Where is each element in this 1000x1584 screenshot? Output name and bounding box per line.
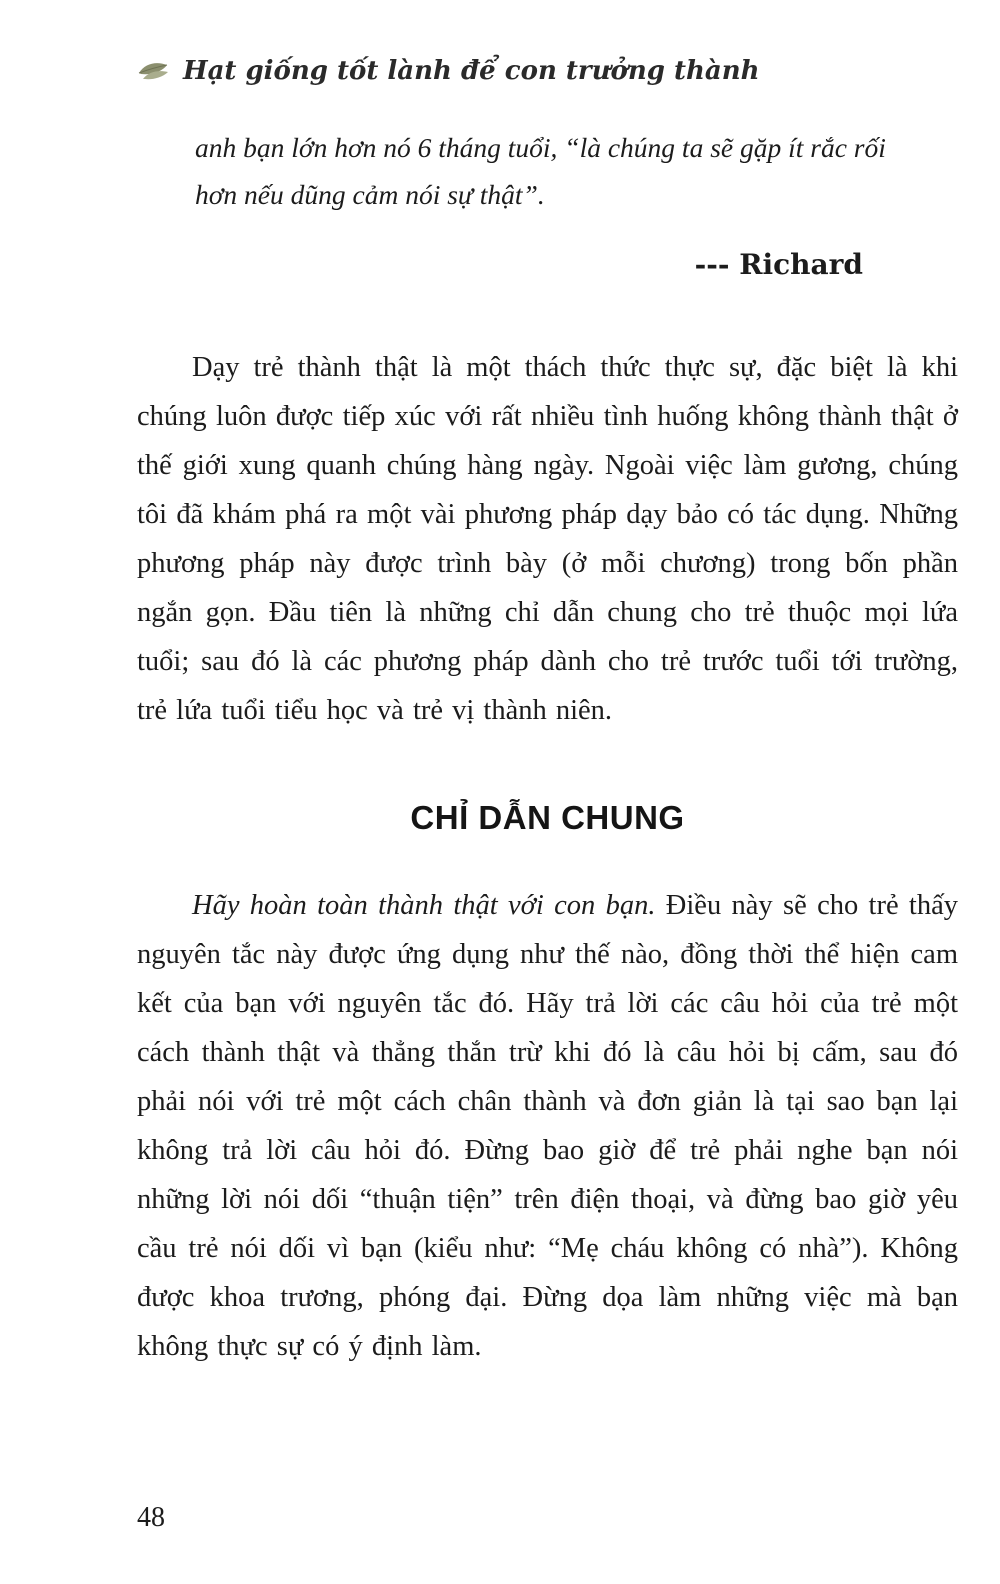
paragraph-intro: Dạy trẻ thành thật là một thách thức thực sự, đặc biệt là khi chúng luôn được tiếp xúc với rất nhiều tình huống không thành thật ở thế giới xung quanh chúng hàng ngày. Ngoài việc làm gương, chúng tôi đã khám phá ra một vài phương pháp dạy bảo có tác dụng. Những phương pháp này được trình bày (ở mỗi chương) trong bốn phần ngắn gọn. Đầu tiên là những chỉ dẫn chung cho trẻ thuộc mọi lứa tuổi; sau đó là các phương pháp dành cho trẻ trước tuổi tới trường, trẻ lứa tuổi tiểu học và trẻ vị thành niên.: [137, 352, 958, 726]
quote-block: [195, 124, 906, 218]
page-number: 48: [137, 1502, 165, 1533]
paragraph-lead-italic: Hãy hoàn toàn thành thật với con bạn.: [192, 890, 656, 921]
leaf-icon: [137, 59, 171, 83]
running-header: [137, 56, 958, 86]
quote-attribution: --- Richard: [694, 248, 863, 281]
section-heading: CHỈ DẪN CHUNG: [410, 799, 685, 836]
running-header-title: Hạt giống tốt lành để con trưởng thành: [183, 56, 760, 86]
paragraph-guidelines: [137, 881, 958, 1371]
quote-text: anh bạn lớn hơn nó 6 tháng tuổi, “là chúng ta sẽ gặp ít rắc rối hơn nếu dũng cảm nói sự thật”.: [195, 132, 886, 210]
paragraph-rest: Điều này sẽ cho trẻ thấy nguyên tắc này được ứng dụng như thế nào, đồng thời thể hiện cam kết của bạn với nguyên tắc đó. Hãy trả lời các câu hỏi của trẻ một cách thành thật và thẳng thắn trừ khi đó là câu hỏi bị cấm, sau đó phải nói với trẻ một cách chân thành và đơn giản là tại sao bạn lại không trả lời câu hỏi đó. Đừng bao giờ để trẻ phải nghe bạn nói những lời nói dối “thuận tiện” trên điện thoại, và đừng bao giờ yêu cầu trẻ nói dối vì bạn (kiểu như: “Mẹ cháu không có nhà”). Không được khoa trương, phóng đại. Đừng dọa làm những việc mà bạn không thực sự có ý định làm.: [137, 890, 958, 1362]
